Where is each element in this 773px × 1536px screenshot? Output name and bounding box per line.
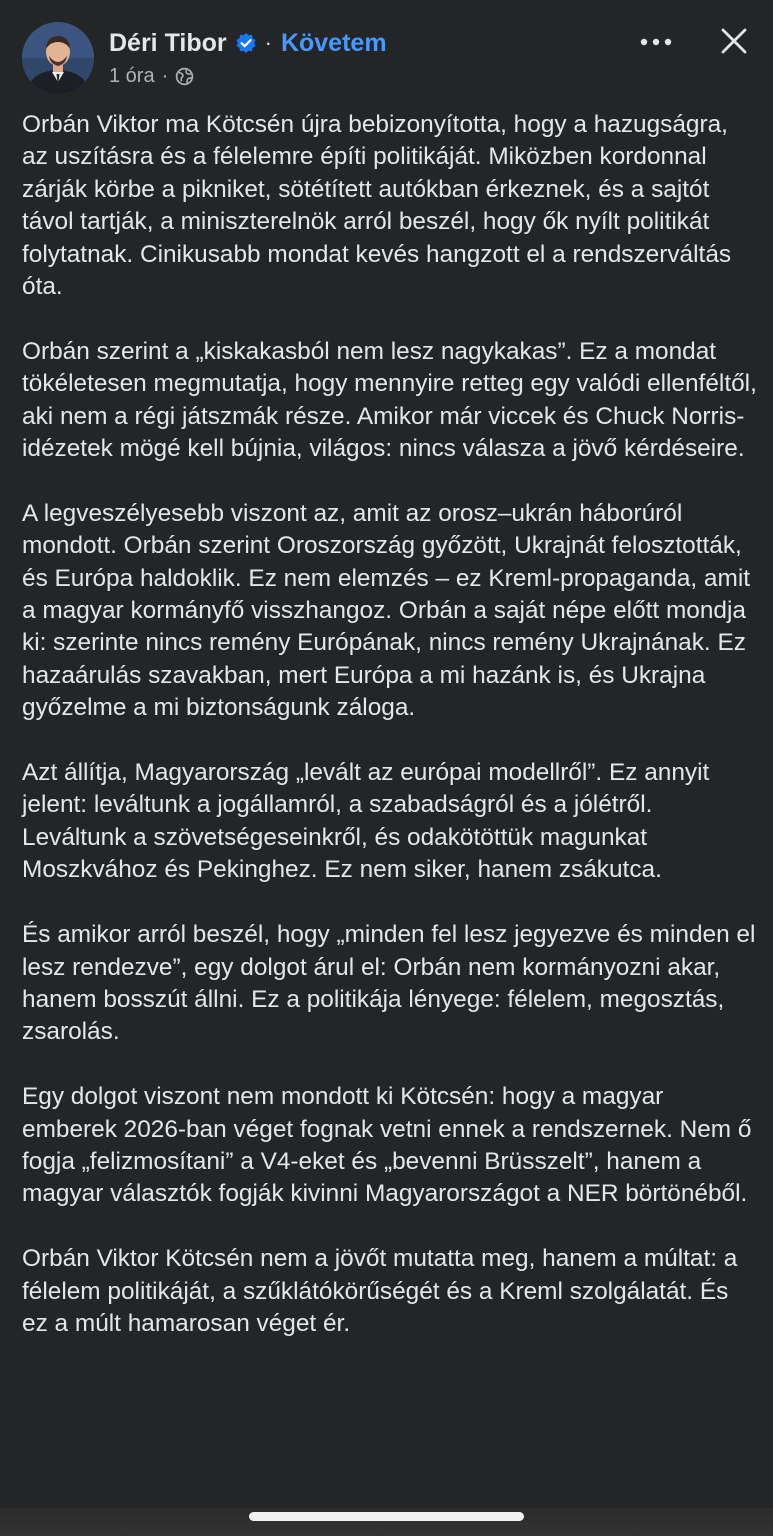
post-header xyxy=(0,0,773,100)
avatar[interactable] xyxy=(22,22,94,94)
globe-icon xyxy=(175,67,194,86)
post-text xyxy=(22,109,757,1373)
post-paragraph: Orbán szerint a „kiskakasból nem lesz nagykakas”. Ez a mondat tökéletesen megmutatja, hogy mennyire retteg egy valódi ellenféltől, aki nem a régi játszmák része. Amikor már viccek és Chuck Norris-idézetek mögé kell bújnia, világos: nincs válasza a jövő kérdéseire. xyxy=(22,337,757,463)
more-icon xyxy=(640,33,672,51)
post-paragraph: Orbán Viktor ma Kötcsén újra bebizonyította, hogy a hazugságra, az uszításra és a félelemre építi politikáját. Miközben kordonnal zárják körbe a pikniket, sötétített autókban érkeznek, és a sajtót távol tartják, a miniszterelnök arról beszél, hogy ők nyílt politikát folytatnak. Cinikusabb mondat kevés hangzott el a rendszerváltás óta. xyxy=(22,111,732,301)
more-options-button[interactable] xyxy=(634,24,678,60)
close-button[interactable] xyxy=(713,22,755,64)
post-paragraph: Orbán Viktor Kötcsén nem a jövőt mutatta meg, hanem a múltat: a félelem politikáját, a szűklátókörűségét és a Kreml szolgálatát. És ez a múlt hamarosan véget ér. xyxy=(22,1245,738,1337)
meta-separator: · xyxy=(161,64,169,87)
post-paragraph: Egy dolgot viszont nem mondott ki Kötcsén: hogy a magyar emberek 2026-ban véget fognak vetni ennek a rendszernek. Nem ő fogja „felizmosítani” a V4-eket és „bevenni Brüsszelt”, hanem a magyar választók fogják kivinni Magyarországot a NER börtönéből. xyxy=(22,1083,752,1208)
name-separator: · xyxy=(264,30,272,55)
author-name[interactable]: Déri Tibor xyxy=(109,28,227,57)
author-row xyxy=(109,27,387,59)
post-paragraph: És amikor arról beszél, hogy „minden fel lesz jegyezve és minden el lesz rendezve”, egy dolgot árul el: Orbán nem kormányozni akar, hanem bosszút állni. Ez a politikája lényege: félelem, megosztás, zsarolás. xyxy=(22,921,756,1046)
post-paragraph: Azt állítja, Magyarország „levált az európai modellről”. Ez annyit jelent: leváltunk a jogállamról, a szabadságról és a jólétről. Leváltunk a szövetségeseinkről, és odakötöttük magunkat Moszkvához és Pekinghez. Ez nem siker, hanem zsákutca. xyxy=(22,759,710,884)
post-timestamp[interactable]: 1 óra xyxy=(109,64,155,87)
verified-badge-icon xyxy=(235,32,257,54)
home-indicator[interactable] xyxy=(249,1512,524,1521)
post-meta xyxy=(109,62,194,90)
follow-button[interactable]: Követem xyxy=(280,28,387,57)
close-icon xyxy=(720,27,748,60)
post-paragraph: A legveszélyesebb viszont az, amit az orosz–ukrán háborúról mondott. Orbán szerint Oroszország győzött, Ukrajnát felosztották, és Európa haldoklik. Ez nem elemzés – ez Kreml-propaganda, amit a magyar kormányfő visszhangoz. Orbán a saját népe előtt mondja ki: szerinte nincs remény Európának, nincs remény Ukrajnának. Ez hazaárulás szavakban, mert Európa a mi hazánk is, és Ukrajna győzelme a mi biztonságunk záloga. xyxy=(22,499,751,722)
